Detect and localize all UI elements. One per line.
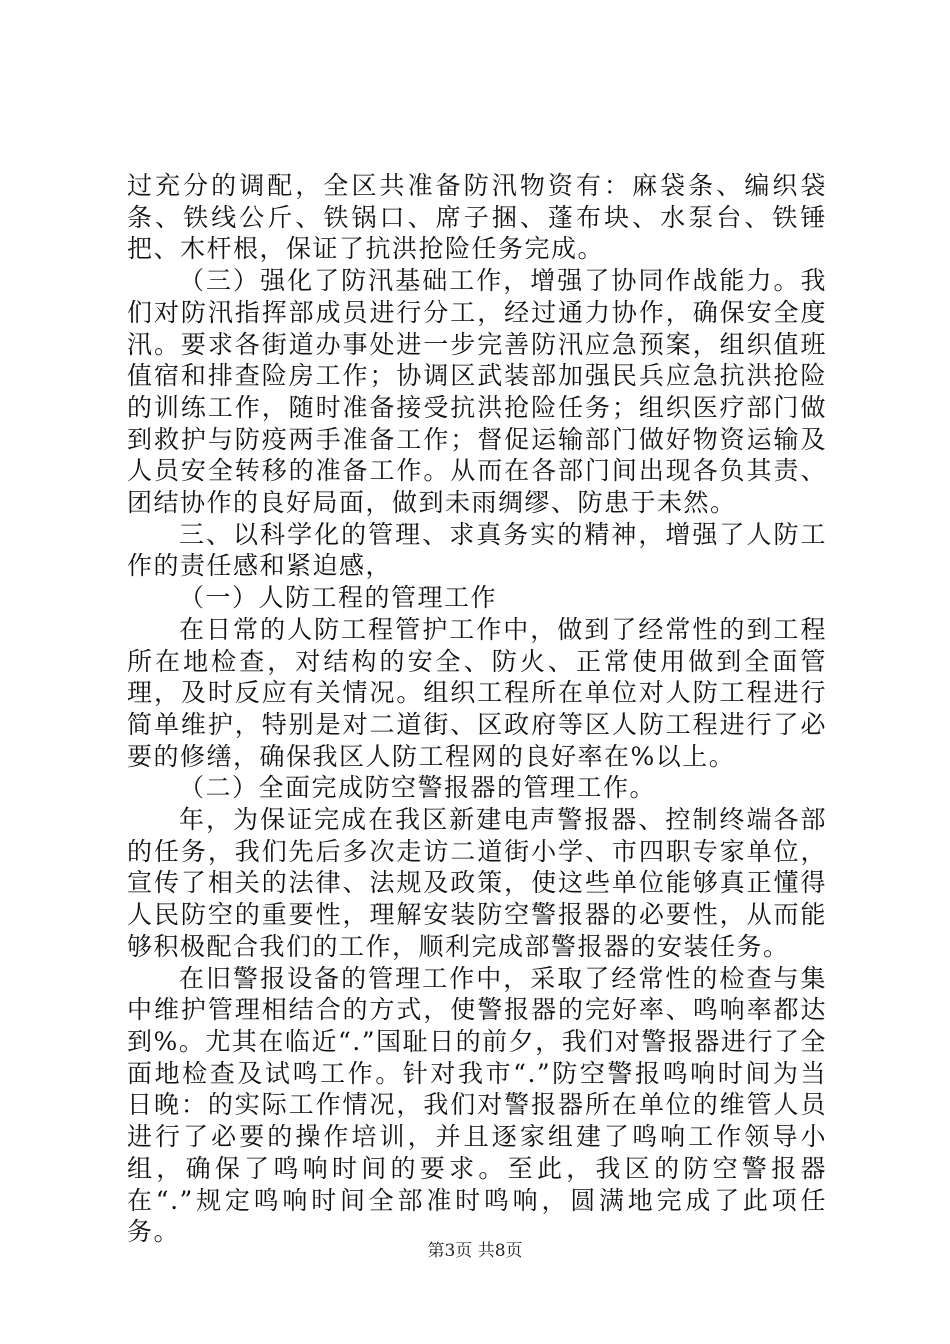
page-number-footer: 第3页 共8页: [427, 1241, 523, 1261]
paragraph-alarm-installation: 年，为保证完成在我区新建电声警报器、控制终端各部的任务，我们先后多次走访二道街小学、市四职专家单位，宣传了相关的法律、法规及政策，使这些单位能够真正懂得人民防空的重要性，理解安装防空警报器的必要性，从而能够积极配合我们的工作，顺利完成部警报器的安装任务。: [127, 805, 827, 961]
subheading-engineering-management: （一）人防工程的管理工作: [179, 583, 498, 613]
paragraph-continued: 过充分的调配，全区共准备防汛物资有：麻袋条、编织袋条、铁线公斤、铁锅口、席子捆、蓬布块、水泵台、铁锤把、木杆根，保证了抗洪抢险任务完成。: [127, 171, 827, 264]
section-heading-civil-defense: 三、以科学化的管理、求真务实的精神，增强了人防工作的责任感和紧迫感，: [127, 519, 827, 581]
paragraph-flood-basics: （三）强化了防汛基础工作，增强了协同作战能力。我们对防汛指挥部成员进行分工，经过通力协作，确保安全度汛。要求各街道办事处进一步完善防汛应急预案，组织值班值宿和排查险房工作；协调区武装部加强民兵应急抗洪抢险的训练工作，随时准备接受抗洪抢险任务；组织医疗部门做到救护与防疫两手准备工作；督促运输部门做好物资运输及人员安全转移的准备工作。从而在各部门间出现各负其责、团结协作的良好局面，做到未雨绸缪、防患于未然。: [127, 266, 827, 518]
subheading-alarm-management: （二）全面完成防空警报器的管理工作。: [179, 773, 657, 803]
document-body: [127, 170, 827, 1248]
paragraph-alarm-maintenance: 在旧警报设备的管理工作中，采取了经常性的检查与集中维护管理相结合的方式，使警报器的完好率、鸣响率都达到%。尤其在临近“.”国耻日的前夕，我们对警报器进行了全面地检查及试鸣工作。针对我市“.”防空警报鸣响时间为当日晚：的实际工作情况，我们对警报器所在单位的维管人员进行了必要的操作培训，并且逐家组建了鸣响工作领导小组，确保了鸣响时间的要求。至此，我区的防空警报器在“.”规定鸣响时间全部准时鸣响，圆满地完成了此项任务。: [127, 963, 827, 1247]
paragraph-engineering-maintenance: 在日常的人防工程管护工作中，做到了经常性的到工程所在地检查，对结构的安全、防火、正常使用做到全面管理，及时反应有关情况。组织工程所在单位对人防工程进行简单维护，特别是对二道街、区政府等区人防工程进行了必要的修缮，确保我区人防工程网的良好率在%以上。: [127, 614, 827, 771]
